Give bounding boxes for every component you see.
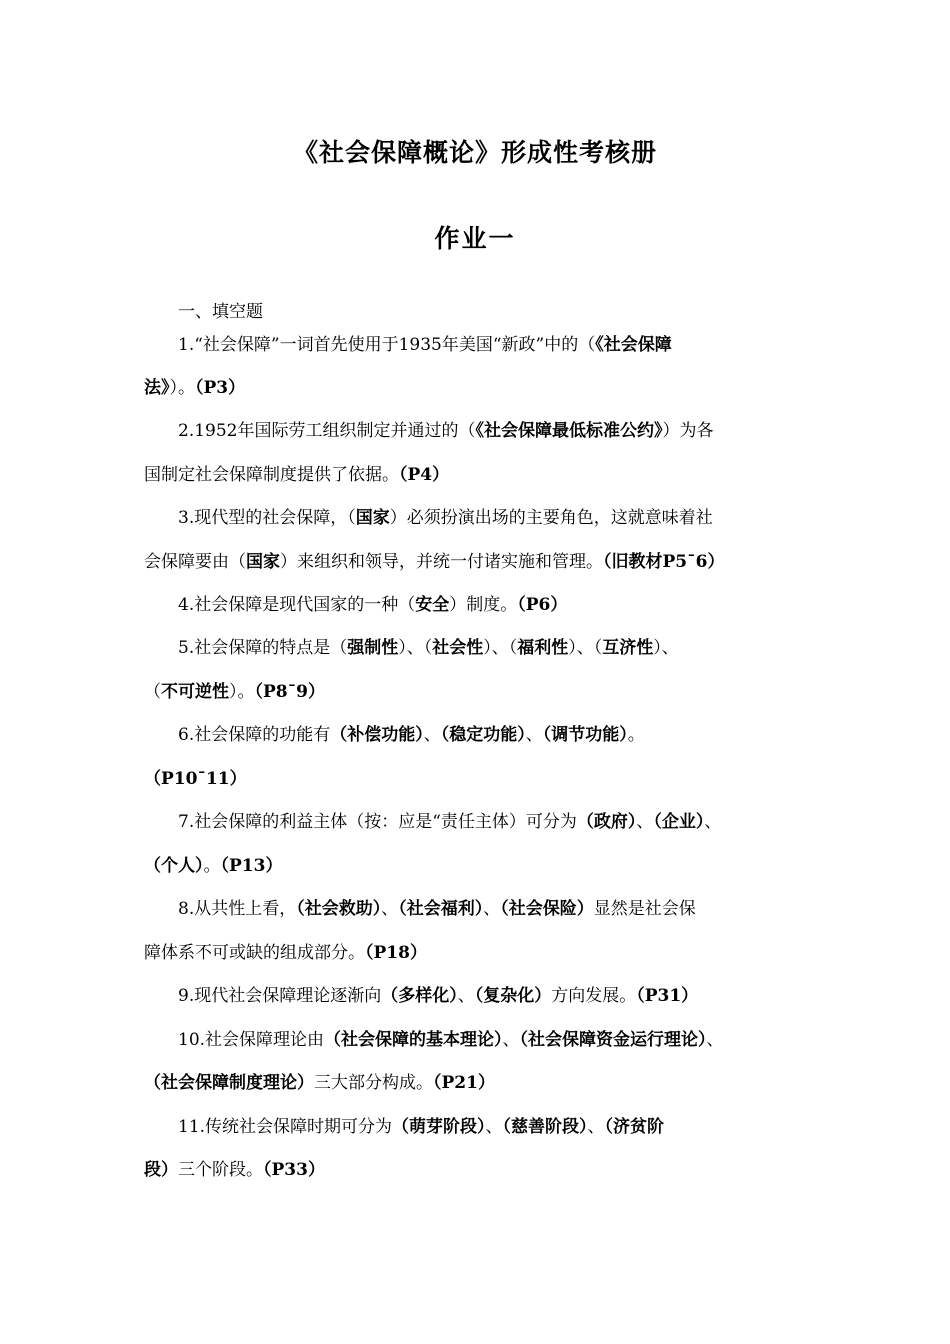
question-line bbox=[178, 332, 672, 358]
answer-text: （萌芽阶段） bbox=[392, 1117, 486, 1137]
answer-text: （社会保障的基本理论） bbox=[324, 1030, 503, 1050]
question-text: 6.社会保障的功能有 bbox=[178, 725, 331, 745]
question-line bbox=[144, 549, 724, 575]
question-text: 三个阶段。 bbox=[178, 1160, 263, 1180]
answer-text: （社会救助） bbox=[296, 899, 382, 919]
question-text: 、 bbox=[423, 725, 441, 745]
question-text: ）。 bbox=[229, 682, 255, 702]
answer-text: （P3） bbox=[195, 378, 246, 398]
document-title: 《社会保障概论》形成性考核册 bbox=[292, 138, 657, 167]
question-text: 、 bbox=[381, 899, 399, 919]
answer-text: （社会保险） bbox=[500, 899, 594, 919]
answer-text: 国家 bbox=[246, 552, 280, 572]
question-text: ）。 bbox=[169, 378, 195, 398]
answer-text: 福利性 bbox=[517, 638, 569, 658]
question-text: 2.1952年国际劳工组织制定并通过的（ bbox=[178, 421, 476, 441]
question-text: 3.现代型的社会保障，（ bbox=[178, 508, 356, 528]
answer-text: 强制性 bbox=[347, 638, 399, 658]
answer-text: （P31） bbox=[636, 986, 699, 1006]
question-text: 、 bbox=[704, 812, 722, 832]
answer-text: 法》 bbox=[144, 378, 170, 398]
answer-text: （旧教材P5¯6） bbox=[603, 552, 725, 572]
question-text: 10.社会保障理论由 bbox=[178, 1030, 325, 1050]
question-text: 9.现代社会保障理论逐渐向 bbox=[178, 986, 382, 1006]
question-text: ）必须扮演出场的主要角色，这就意味着社 bbox=[389, 508, 713, 528]
answer-text: （多样化） bbox=[381, 986, 458, 1006]
answer-text: （P4） bbox=[399, 465, 450, 485]
question-line bbox=[144, 1070, 495, 1096]
question-line bbox=[178, 722, 645, 748]
answer-text: （社会保障制度理论） bbox=[144, 1073, 314, 1093]
question-line bbox=[144, 375, 245, 401]
answer-text: （P10¯11） bbox=[144, 769, 247, 789]
question-text: 、 bbox=[502, 1030, 520, 1050]
question-line bbox=[178, 1114, 664, 1140]
question-line bbox=[178, 505, 713, 531]
answer-text: （社会保障资金运行理论） bbox=[519, 1030, 707, 1050]
question-text: ）来组织和领导，并统一付诸实施和管理。 bbox=[280, 552, 603, 572]
answer-text: 《社会保障 bbox=[595, 335, 672, 355]
answer-text: （稳定功能） bbox=[440, 725, 526, 745]
answer-text: （社会福利） bbox=[398, 899, 484, 919]
question-text: 4.社会保障是现代国家的一种（ bbox=[178, 595, 416, 615]
answer-text: （慈善阶段） bbox=[502, 1117, 588, 1137]
question-text: ）、（ bbox=[568, 638, 603, 658]
question-text: 、 bbox=[636, 812, 654, 832]
question-text: 、 bbox=[706, 1030, 724, 1050]
question-text: ）、 bbox=[653, 638, 679, 658]
question-line bbox=[144, 1157, 325, 1183]
question-text: 。 bbox=[627, 725, 645, 745]
question-text: 、 bbox=[485, 1117, 503, 1137]
question-line bbox=[144, 679, 325, 705]
section-heading: 一、填空题 bbox=[178, 302, 263, 322]
question-text: 国制定社会保障制度提供了依据。 bbox=[144, 465, 399, 485]
assignment-heading: 作业一 bbox=[434, 224, 516, 253]
answer-text: （P6） bbox=[517, 595, 568, 615]
answer-text: 不可逆性 bbox=[161, 682, 229, 702]
question-text: 5.社会保障的特点是（ bbox=[178, 638, 348, 658]
answer-text: （政府） bbox=[576, 812, 637, 832]
question-text: 方向发展。 bbox=[551, 986, 637, 1006]
question-text: 。 bbox=[203, 856, 221, 876]
answer-text: （P21） bbox=[433, 1073, 495, 1093]
question-text: 会保障要由（ bbox=[144, 552, 246, 572]
question-text: ）、（ bbox=[483, 638, 518, 658]
question-line bbox=[144, 766, 247, 792]
answer-text: （P33） bbox=[263, 1160, 325, 1180]
question-text: 、 bbox=[525, 725, 543, 745]
question-text: 1.“社会保障”一词首先使用于1935年美国“新政”中的（ bbox=[178, 335, 596, 355]
question-line bbox=[144, 940, 427, 966]
answer-text: （企业） bbox=[653, 812, 705, 832]
answer-text: （P13） bbox=[220, 856, 283, 876]
question-line bbox=[144, 462, 449, 488]
answer-text: （个人） bbox=[144, 856, 204, 876]
question-text: 三大部分构成。 bbox=[314, 1073, 433, 1093]
question-text: ）、（ bbox=[398, 638, 433, 658]
answer-text: 国家 bbox=[355, 508, 390, 528]
question-line bbox=[178, 809, 721, 835]
answer-text: （P18） bbox=[365, 943, 427, 963]
question-text: ）制度。 bbox=[449, 595, 518, 615]
question-line bbox=[178, 635, 679, 661]
answer-text: （补偿功能） bbox=[330, 725, 424, 745]
question-text: 、 bbox=[587, 1117, 605, 1137]
answer-text: （调节功能） bbox=[542, 725, 628, 745]
question-line bbox=[178, 896, 696, 922]
question-text: 7.社会保障的利益主体（按：应是“责任主体）可分为 bbox=[178, 812, 577, 832]
answer-text: 互济性 bbox=[602, 638, 654, 658]
question-text: 显然是社会保 bbox=[593, 899, 696, 919]
question-line bbox=[144, 853, 282, 879]
answer-text: 社会性 bbox=[432, 638, 484, 658]
answer-text: （P8¯9） bbox=[254, 682, 325, 702]
question-line bbox=[178, 592, 567, 618]
answer-text: 安全 bbox=[415, 595, 450, 615]
question-line bbox=[178, 1027, 724, 1053]
question-line bbox=[178, 983, 698, 1009]
question-text: 11.传统社会保障时期可分为 bbox=[178, 1117, 393, 1137]
answer-text: 《社会保障最低标准公约》 bbox=[475, 421, 663, 441]
question-line bbox=[178, 418, 713, 444]
question-text: ）为各 bbox=[662, 421, 714, 441]
question-text: 8.从共性上看， bbox=[178, 899, 297, 919]
answer-text: （复杂化） bbox=[474, 986, 552, 1006]
question-text: 、 bbox=[483, 899, 501, 919]
question-text: 、 bbox=[457, 986, 475, 1006]
answer-text: （济贫阶 bbox=[604, 1117, 665, 1137]
answer-text: 段） bbox=[144, 1160, 178, 1180]
question-text: （ bbox=[144, 682, 161, 702]
question-text: 障体系不可或缺的组成部分。 bbox=[144, 943, 365, 963]
